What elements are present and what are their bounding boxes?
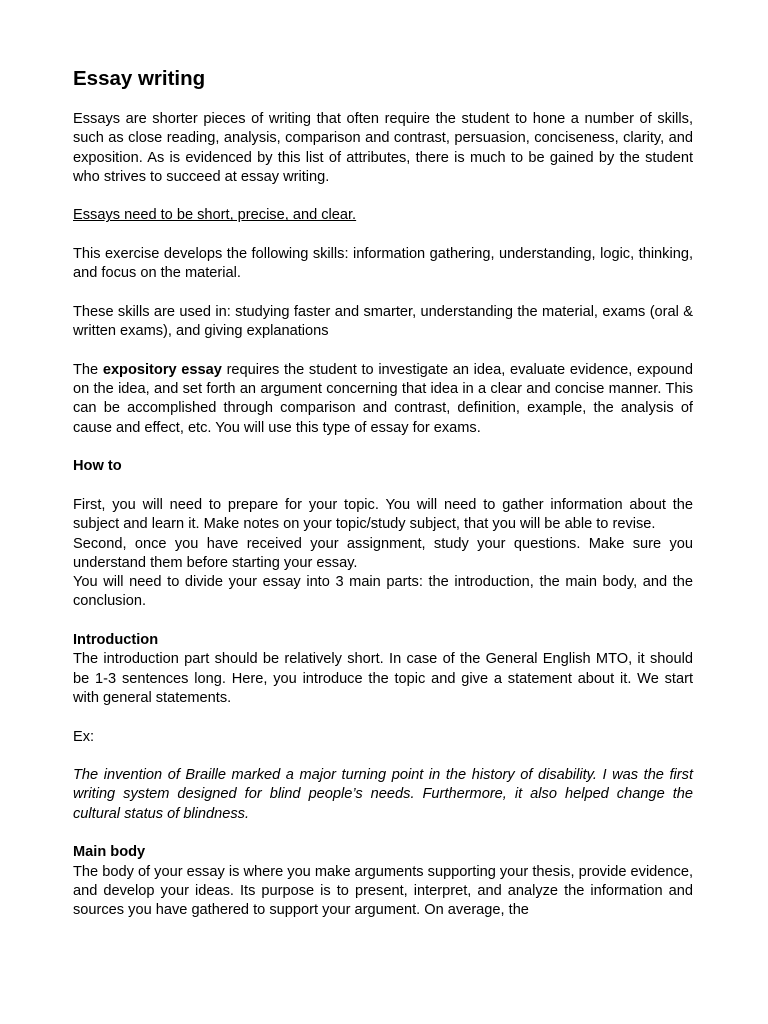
how-to-paragraph-3: You will need to divide your essay into 3 main parts: the introduction, the main body, and the conclusion.	[73, 574, 693, 610]
skills-usage-paragraph: These skills are used in: studying faster and smarter, understanding the material, exams (oral & written exams), and giving explanations	[73, 303, 693, 340]
example-text: The invention of Braille marked a major turning point in the history of disability. I was the first writing system designed for blind people’s needs. Furthermore, it also helped change the cultural status of blindness.	[73, 767, 693, 822]
main-body-heading: Main body	[73, 844, 146, 861]
expository-term: expository essay	[102, 361, 222, 378]
expository-text: requires the student to investigate an idea, evaluate evidence, expound on the idea, and set forth an argument concerning that idea in a clear and concise manner. This can be accomplished through comparison and contrast, definition, example, the analysis of cause and effect, etc. You will use this type of essay for exams.	[73, 361, 693, 436]
introduction-paragraph: The introduction part should be relatively short. In case of the General English MTO, it should be 1-3 sentences long. Here, you introduce the topic and give a statement about it. We start with general statements.	[73, 651, 693, 706]
how-to-paragraph-2: Second, once you have received your assignment, study your questions. Make sure you understand them before starting your essay.	[73, 535, 693, 571]
emphasis-line	[73, 206, 693, 225]
skills-paragraph: This exercise develops the following skills: information gathering, understanding, logic, thinking, and focus on the material.	[73, 246, 693, 282]
how-to-paragraph-1: First, you will need to prepare for your topic. You will need to gather information about the subject and learn it. Make notes on your topic/study subject, that you will be able to revise.	[73, 496, 693, 533]
main-body-paragraph: The body of your essay is where you make arguments supporting your thesis, provide evidence, and develop your ideas. Its purpose is to present, interpret, and analyze the information and sources you have gathered to support your argument. On average, the	[73, 863, 693, 919]
example-label: Ex:	[73, 728, 95, 745]
intro-paragraph: Essays are shorter pieces of writing that often require the student to hone a number of skills, such as close reading, analysis, comparison and contrast, persuasion, conciseness, clarity, and exposition. As is evidenced by this list of attributes, there is much to be gained by the student who strives to succeed at essay writing.	[73, 111, 693, 185]
document-page	[73, 66, 693, 940]
expository-prefix: The	[73, 361, 103, 378]
introduction-heading: Introduction	[73, 632, 159, 649]
page-title: Essay writing	[73, 67, 206, 90]
expository-paragraph	[73, 361, 693, 438]
how-to-heading: How to	[73, 458, 122, 475]
underlined-statement: Essays need to be short, precise, and clear.	[73, 207, 357, 224]
